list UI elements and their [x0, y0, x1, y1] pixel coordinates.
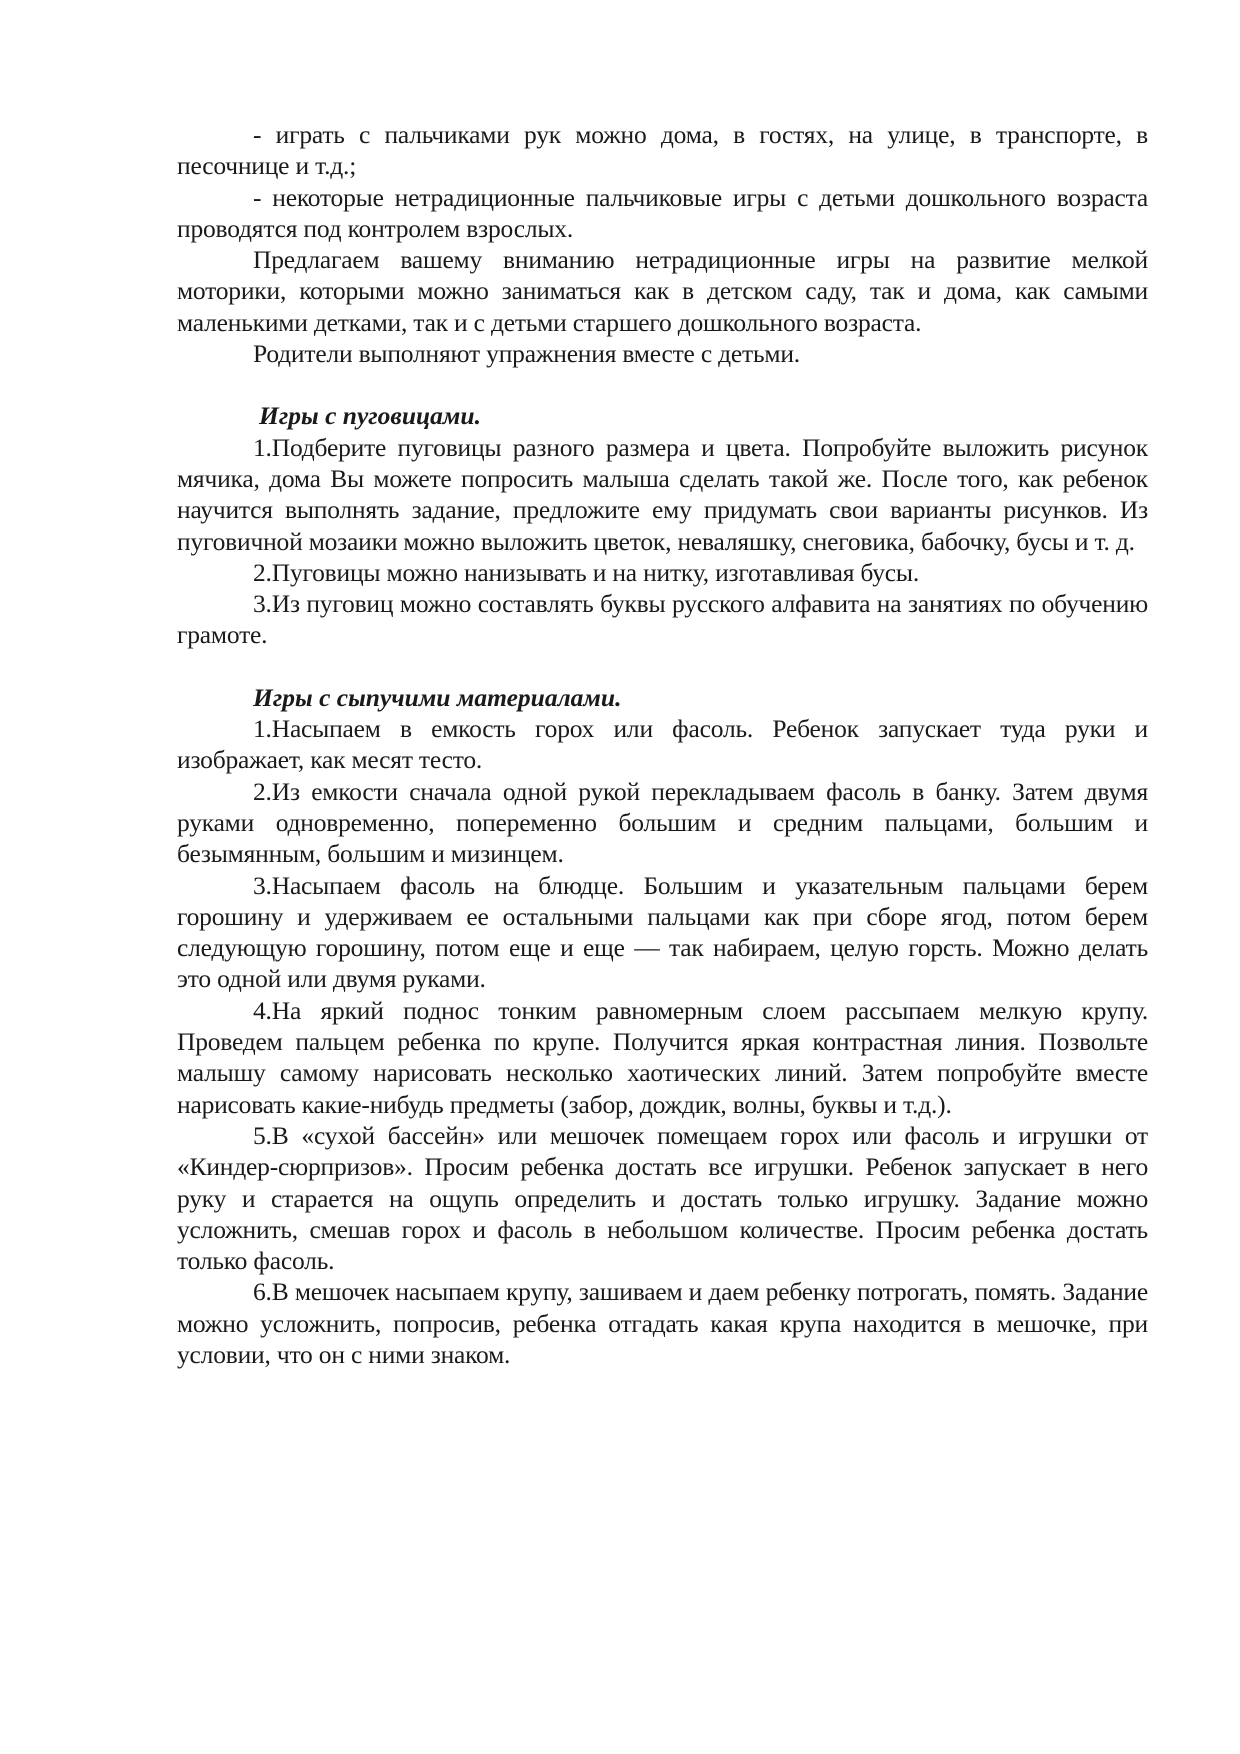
- bulk-item-1: 1.Насыпаем в емкость горох или фасоль. Ребенок запускает туда руки и изображает, как месят тесто.: [177, 714, 1148, 775]
- bulk-item-5: 5.В «сухой бассейн» или мешочек помещаем горох или фасоль и игрушки от «Киндер-сюрпризов». Просим ребенка достать все игрушки. Ребенок запускает в него руку и старается на ощупь определить и достать только игрушку. Задание можно усложнить, смешав горох и фасоль в небольшом количестве. Просим ребенка достать только фасоль.: [177, 1120, 1148, 1276]
- bulk-item-3: 3.Насыпаем фасоль на блюдце. Большим и указательным пальцами берем горошину и удерживаем ее остальными пальцами как при сборе ягод, потом берем следующую горошину, потом еще и еще — так набираем, целую горсть. Можно делать это одной или двумя руками.: [177, 870, 1148, 994]
- buttons-item-1: 1.Подберите пуговицы разного размера и цвета. Попробуйте выложить рисунок мячика, дома Вы можете попросить малыша сделать такой же. После того, как ребенок научится выполнять задание, предложите ему придумать свои варианты рисунков. Из пуговичной мозаики можно выложить цветок, неваляшку, снеговика, бабочку, бусы и т. д.: [177, 432, 1148, 556]
- bulk-item-4: 4.На яркий поднос тонким равномерным слоем рассыпаем мелкую крупу. Проведем пальцем ребенка по крупе. Получится яркая контрастная линия. Позвольте малышу самому нарисовать несколько хаотических линий. Затем попробуйте вместе нарисовать какие-нибудь предметы (забор, дождик, волны, буквы и т.д.).: [177, 995, 1148, 1119]
- intro-paragraph-3: Предлагаем вашему вниманию нетрадиционные игры на развитие мелкой моторики, которыми можно заниматься как в детском саду, так и дома, как самыми маленькими детками, так и с детьми старшего дошкольного возраста.: [177, 245, 1148, 337]
- buttons-item-3: 3.Из пуговиц можно составлять буквы русского алфавита на занятиях по обучению грамоте.: [177, 589, 1148, 650]
- document-page: [177, 119, 1148, 1370]
- section-heading-buttons: Игры с пуговицами.: [259, 401, 481, 431]
- intro-paragraph-1: - играть с пальчиками рук можно дома, в гостях, на улице, в транспорте, в песочнице и т.д.;: [177, 120, 1148, 181]
- buttons-item-2: 2.Пуговицы можно нанизывать и на нитку, изготавливая бусы.: [253, 557, 920, 587]
- bulk-item-2: 2.Из емкости сначала одной рукой перекладываем фасоль в банку. Затем двумя руками одновременно, попеременно большим и средним пальцами, большим и безымянным, большим и мизинцем.: [177, 776, 1148, 869]
- intro-paragraph-2: - некоторые нетрадиционные пальчиковые игры с детьми дошкольного возраста проводятся под контролем взрослых.: [177, 182, 1148, 243]
- intro-paragraph-4: Родители выполняют упражнения вместе с детьми.: [253, 339, 800, 369]
- bulk-item-6: 6.В мешочек насыпаем крупу, зашиваем и даем ребенку потрогать, помять. Задание можно усложнить, попросив, ребенка отгадать какая крупа находится в мешочке, при условии, что он с ними знаком.: [177, 1277, 1148, 1369]
- section-heading-bulk-materials: Игры с сыпучими материалами.: [253, 682, 622, 712]
